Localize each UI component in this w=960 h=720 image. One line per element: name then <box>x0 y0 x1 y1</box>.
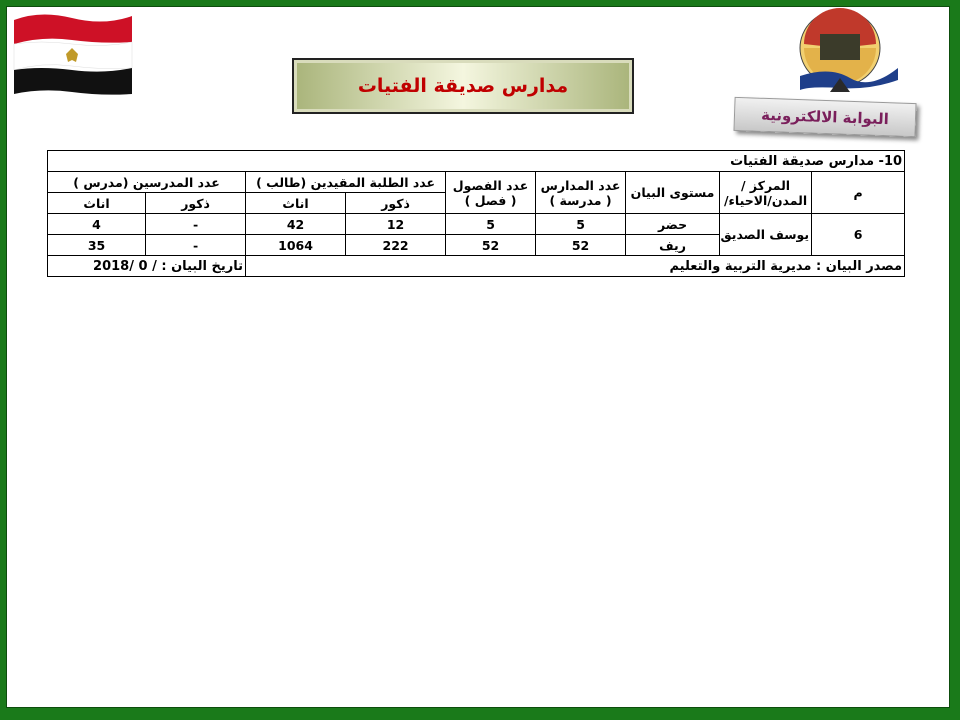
header-classes: عدد الفصول ( فصل ) <box>446 172 536 214</box>
governorate-logo-icon <box>790 6 900 104</box>
row-region: يوسف الصديق <box>720 214 812 256</box>
table-row <box>48 214 905 235</box>
row-schools: 5 <box>536 214 626 235</box>
header-teachers-female: اناث <box>48 193 146 214</box>
table-caption: 10- مدارس صديقة الفتيات <box>48 151 905 172</box>
data-date: تاريخ البيان : / 0 /2018 <box>48 256 246 277</box>
row-classes: 52 <box>446 235 536 256</box>
row-teachers-female: 35 <box>48 235 146 256</box>
row-teachers-male: - <box>146 235 246 256</box>
row-schools: 52 <box>536 235 626 256</box>
header-region: المركز /المدن/الاحياء/ <box>720 172 812 214</box>
e-portal-button[interactable] <box>733 97 916 137</box>
row-students-female: 42 <box>246 214 346 235</box>
header-schools: عدد المدارس ( مدرسة ) <box>536 172 626 214</box>
header-students-male: ذكور <box>346 193 446 214</box>
row-students-male: 12 <box>346 214 446 235</box>
portal-label: البوابة الالكترونية <box>760 105 890 129</box>
row-level: ريف <box>626 235 720 256</box>
row-teachers-male: - <box>146 214 246 235</box>
egypt-flag-icon <box>10 8 136 96</box>
girls-friendly-schools-table <box>47 150 905 277</box>
header-index: م <box>812 172 905 214</box>
header-level: مستوى البيان <box>626 172 720 214</box>
header-teachers-male: ذكور <box>146 193 246 214</box>
row-students-female: 1064 <box>246 235 346 256</box>
header-teachers: عدد المدرسين (مدرس ) <box>48 172 246 193</box>
header-students: عدد الطلبة المقيدين (طالب ) <box>246 172 446 193</box>
row-students-male: 222 <box>346 235 446 256</box>
header-students-female: اناث <box>246 193 346 214</box>
row-teachers-female: 4 <box>48 214 146 235</box>
row-index: 6 <box>812 214 905 256</box>
row-classes: 5 <box>446 214 536 235</box>
row-level: حضر <box>626 214 720 235</box>
title-banner <box>292 58 634 114</box>
data-source: مصدر البيان : مديرية التربية والتعليم <box>246 256 905 277</box>
page-title: مدارس صديقة الفتيات <box>357 75 569 97</box>
